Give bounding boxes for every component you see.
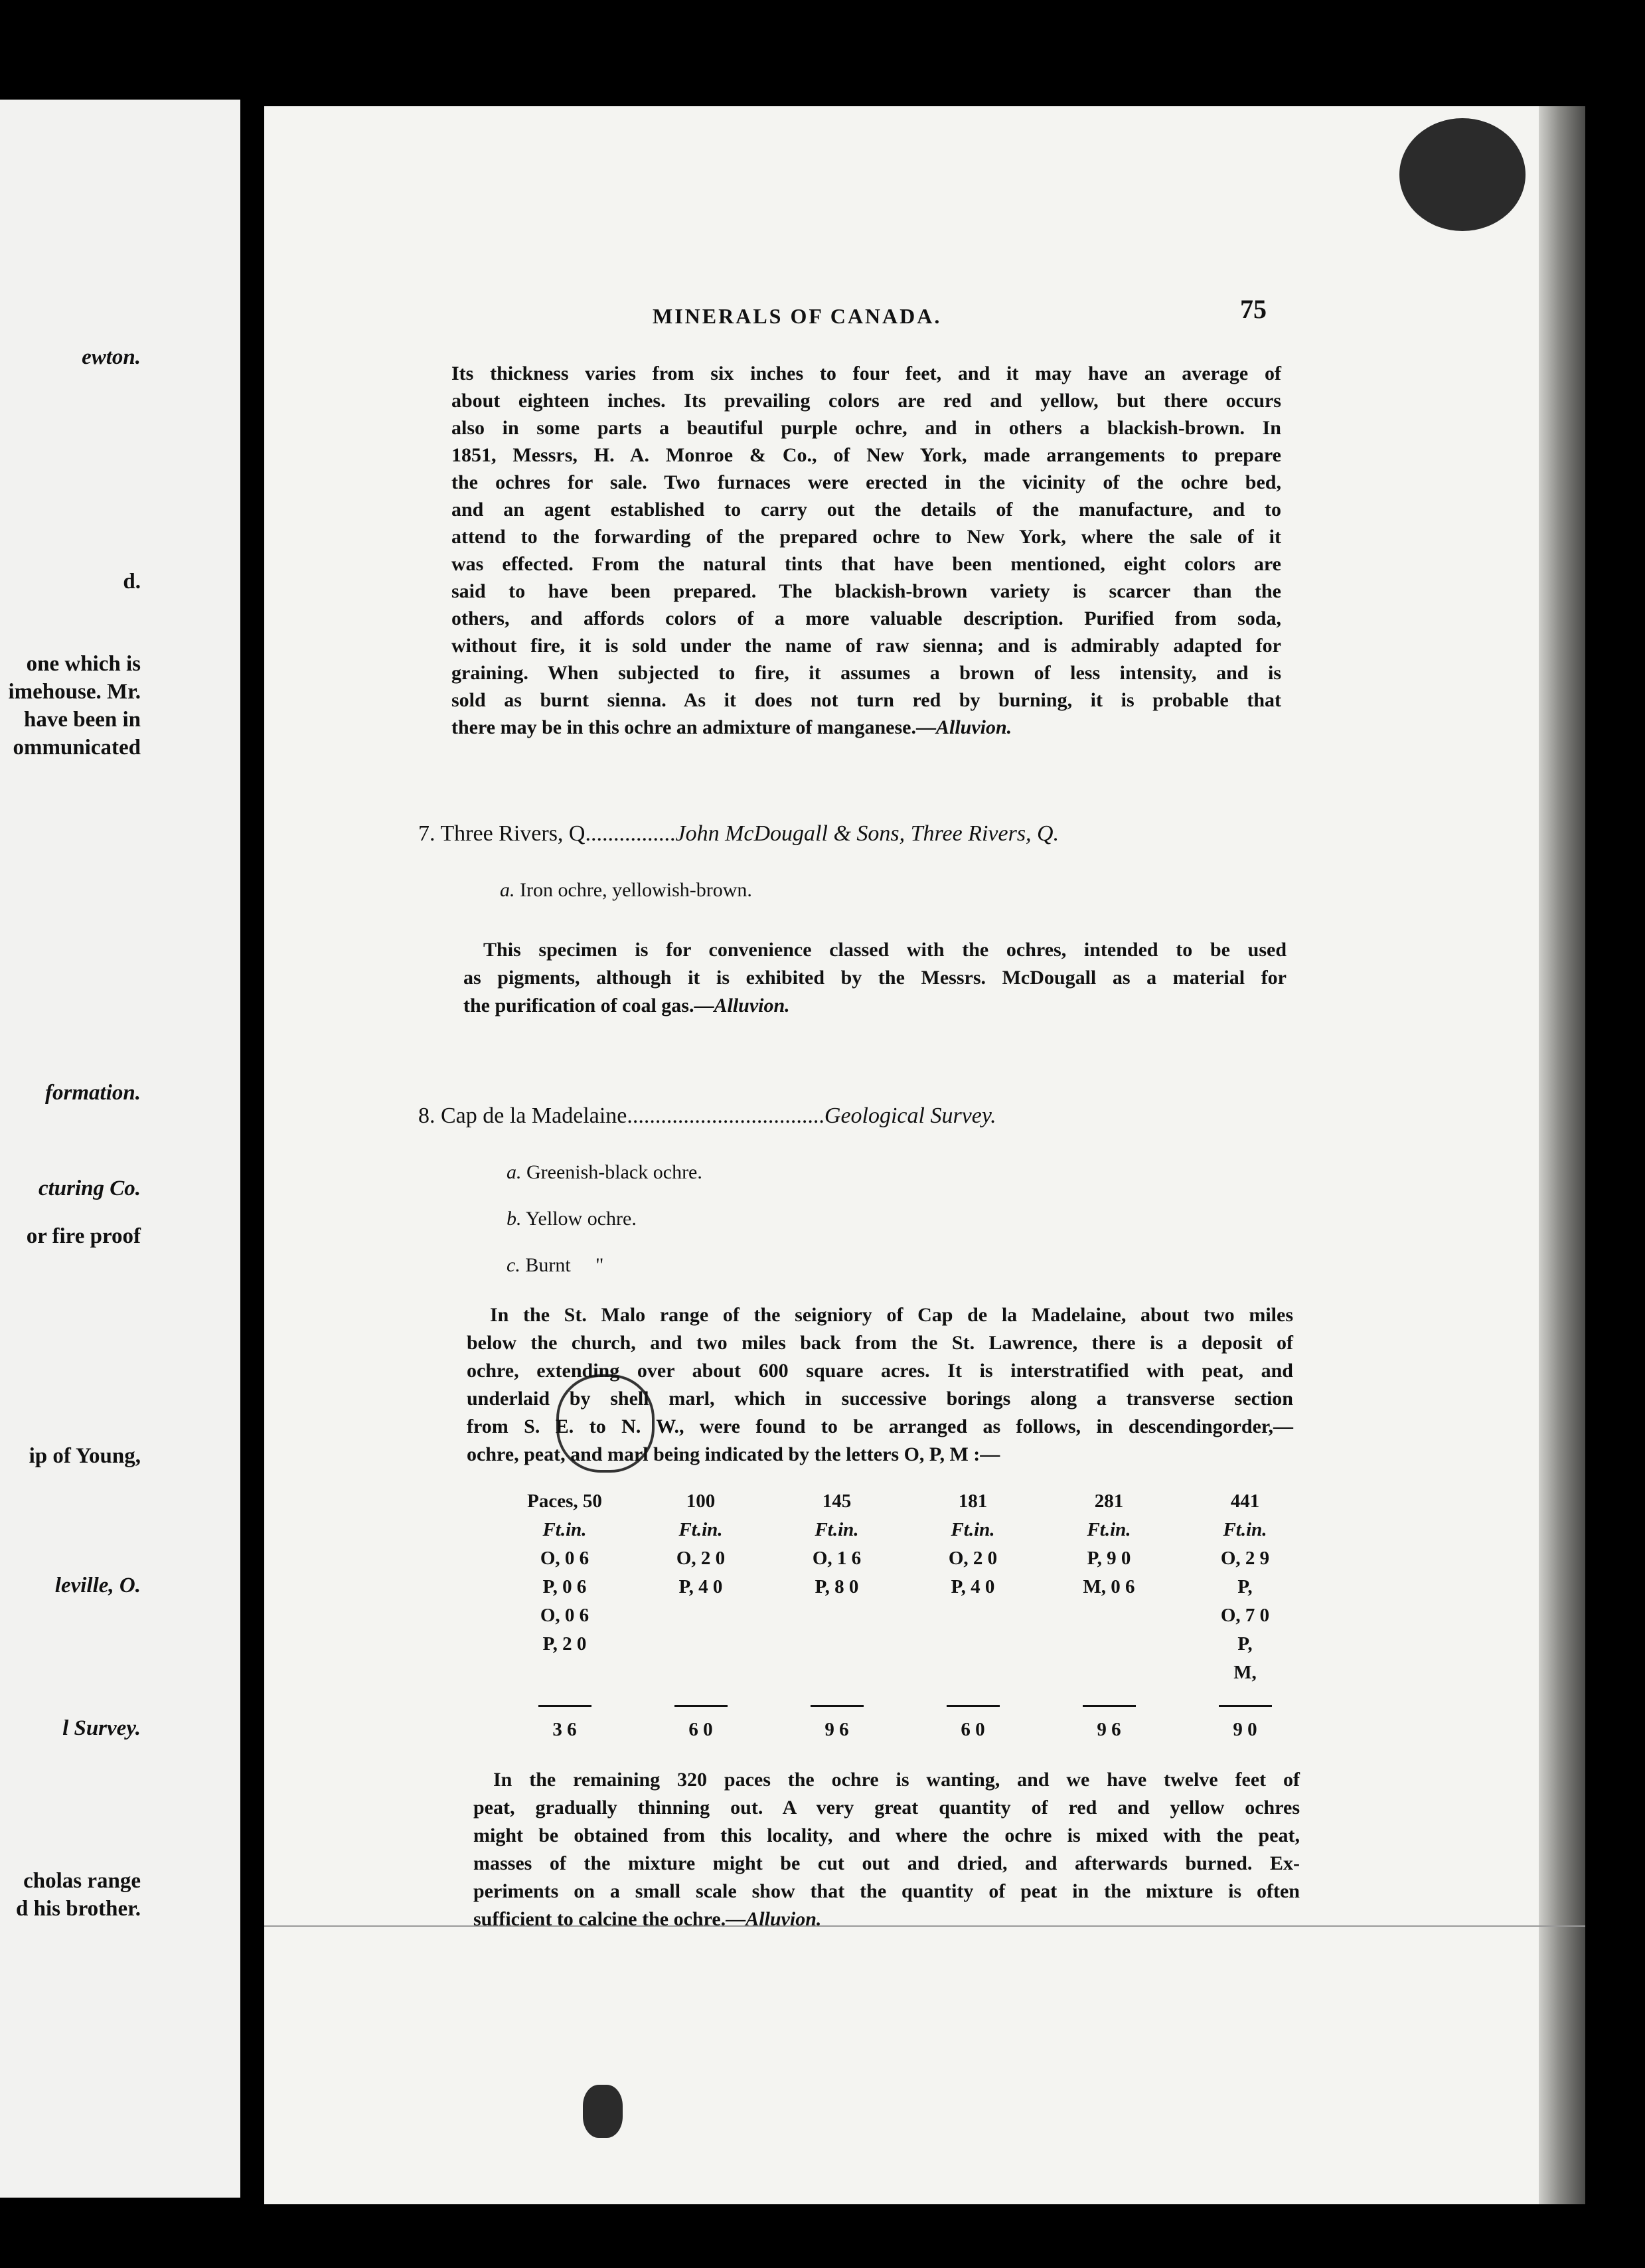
table-cell: O, 2 0 — [676, 1548, 726, 1569]
left-fragment: formation. — [45, 1081, 141, 1105]
sum-rule — [538, 1705, 591, 1707]
table-row — [497, 1544, 1313, 1573]
left-fragment: ommunicated — [13, 736, 141, 760]
left-fragment: or fire proof — [26, 1224, 141, 1248]
text-line: said to have been prepared. The blackish-brown variety is scarcer than the — [451, 580, 1281, 602]
left-fragment: cturing Co. — [38, 1176, 141, 1200]
table-cell — [1041, 1630, 1177, 1659]
table-cell — [769, 1630, 905, 1659]
total-cell: 3 6 — [552, 1719, 577, 1740]
table-header-row — [497, 1487, 1313, 1516]
table-cell — [1041, 1601, 1177, 1630]
table-cell: O, 2 0 — [948, 1548, 998, 1569]
text-line: masses of the mixture might be cut out and dried, and afterwards burned. Ex- — [473, 1852, 1300, 1874]
table-cell — [1041, 1659, 1177, 1687]
table-cell: P, 4 0 — [951, 1576, 995, 1597]
sum-rule — [1219, 1705, 1272, 1707]
table-row — [497, 1659, 1313, 1687]
text-line: might be obtained from this locality, and where the ochre is mixed with the peat, — [473, 1824, 1300, 1846]
text-line: In the St. Malo range of the seigniory of Cap de la Madelaine, about two miles — [490, 1304, 1293, 1326]
text-line: 1851, Messrs, H. A. Monroe & Co., of New York, made arrangements to prepare — [451, 444, 1281, 466]
entry-item — [507, 1159, 702, 1186]
fold-line — [264, 1925, 1585, 1927]
text-line: attend to the forwarding of the prepared ochre to New York, where the sale of it — [451, 526, 1281, 548]
unit-cell: Ft.in. — [678, 1519, 723, 1540]
text-line: ochre, extending over about 600 square acres. It is interstratified with peat, and — [467, 1360, 1293, 1382]
table-cell: O, 0 6 — [540, 1605, 589, 1626]
entry-exhibitor: John McDougall & Sons, Three Rivers, Q. — [675, 821, 1059, 846]
table-cell: O, 2 9 — [1220, 1548, 1270, 1569]
left-fragment: ewton. — [82, 345, 141, 369]
entry-item — [507, 1205, 637, 1233]
paces-cell: 281 — [1094, 1491, 1124, 1512]
table-cell — [769, 1659, 905, 1687]
item-text: Greenish-black ochre. — [526, 1161, 702, 1183]
paces-cell: 100 — [686, 1491, 716, 1512]
ink-stain-decoration — [583, 2085, 623, 2138]
text-line: sold as burnt sienna. As it does not turn red by burning, it is probable that — [451, 689, 1281, 711]
left-fragment: have been in — [23, 708, 141, 732]
total-cell: 9 6 — [824, 1719, 849, 1740]
text-line: Its thickness varies from six inches to four feet, and it may have an average of — [451, 363, 1281, 384]
unit-cell: Ft.in. — [1087, 1519, 1131, 1540]
sum-rule — [674, 1705, 728, 1707]
borings-table — [497, 1487, 1313, 1744]
table-cell — [633, 1630, 769, 1659]
table-cell — [905, 1659, 1041, 1687]
item-text: Iron ochre, yellowish-brown. — [520, 879, 752, 901]
entry-location: Cap de la Madelaine — [441, 1103, 627, 1128]
item-letter: a. — [500, 879, 515, 901]
left-fragment: cholas range — [23, 1869, 141, 1893]
entry-exhibitor: Geological Survey. — [824, 1103, 996, 1128]
table-row — [497, 1573, 1313, 1601]
text-line: periments on a small scale show that the quantity of peat in the mixture is often — [473, 1880, 1300, 1902]
unit-cell: Ft.in. — [951, 1519, 995, 1540]
table-rule-row — [497, 1687, 1313, 1716]
text-line: This specimen is for convenience classed with the ochres, intended to be used — [483, 939, 1287, 961]
table-unit-row — [497, 1516, 1313, 1544]
entry-item — [507, 1252, 603, 1279]
table-cell — [905, 1601, 1041, 1630]
text-line: and an agent established to carry out the details of the manufacture, and to — [451, 499, 1281, 521]
item-letter: c. — [507, 1254, 520, 1276]
left-fragment: ip of Young, — [29, 1444, 141, 1468]
text-run: sufficient to calcine the ochre.— — [473, 1908, 746, 1930]
text-line: underlaid by shell marl, which in successive borings along a transverse section — [467, 1388, 1293, 1410]
text-line: without fire, it is sold under the name of raw sienna; and is admirably adapted for — [451, 635, 1281, 657]
text-line — [473, 1905, 821, 1933]
entry-number: 7. — [418, 821, 435, 846]
unit-cell: Ft.in. — [542, 1519, 587, 1540]
sum-rule — [1083, 1705, 1136, 1707]
table-cell: P, 0 6 — [542, 1576, 587, 1597]
text-line: the ochres for sale. Two furnaces were erected in the vicinity of the ochre bed, — [451, 471, 1281, 493]
text-line: about eighteen inches. Its prevailing colors are red and yellow, but there occurs — [451, 390, 1281, 412]
text-line: ochre, peat, and marl being indicated by the letters O, P, M :— — [467, 1443, 1000, 1465]
source-citation: Alluvion. — [745, 1908, 822, 1930]
page-number: 75 — [1240, 294, 1267, 324]
text-line: also in some parts a beautiful purple ochre, and in others a blackish-brown. In — [451, 417, 1281, 439]
left-fragment: one which is — [26, 652, 141, 676]
text-line — [451, 714, 1012, 742]
right-page — [264, 106, 1585, 2204]
text-line: peat, gradually thinning out. A very great quantity of red and yellow ochres — [473, 1797, 1300, 1819]
text-line — [463, 992, 790, 1020]
table-row — [497, 1601, 1313, 1630]
text-line: from S. E. to N. W., were found to be arranged as follows, in descendingorder,— — [467, 1416, 1293, 1437]
table-cell: O, 1 6 — [812, 1548, 862, 1569]
item-text: Yellow ochre. — [525, 1208, 637, 1230]
table-cell: P, — [1237, 1576, 1253, 1597]
dot-leaders: ................................... — [627, 1103, 824, 1128]
page-edge — [1539, 106, 1585, 2204]
text-run: the purification of coal gas.— — [463, 995, 714, 1016]
left-fragment: imehouse. Mr. — [8, 680, 141, 704]
table-cell: O, 0 6 — [540, 1548, 589, 1569]
entry-location: Three Rivers, Q — [440, 821, 586, 846]
text-line: below the church, and two miles back from the St. Lawrence, there is a deposit of — [467, 1332, 1293, 1354]
table-cell: P, 8 0 — [815, 1576, 859, 1597]
entry-heading — [418, 1102, 996, 1130]
item-letter: b. — [507, 1208, 522, 1230]
total-cell: 9 0 — [1233, 1719, 1257, 1740]
item-text: Burnt " — [525, 1254, 604, 1276]
left-fragment: l Survey. — [62, 1716, 141, 1740]
item-letter: a. — [507, 1161, 522, 1183]
left-facing-page — [0, 100, 240, 2198]
total-cell: 9 6 — [1097, 1719, 1121, 1740]
table-cell: O, 7 0 — [1220, 1605, 1270, 1626]
left-fragment: d. — [123, 570, 141, 594]
text-line: In the remaining 320 paces the ochre is wanting, and we have twelve feet of — [493, 1769, 1300, 1791]
unit-cell: Ft.in. — [815, 1519, 859, 1540]
table-cell: P, 2 0 — [542, 1633, 587, 1655]
text-line: as pigments, although it is exhibited by the Messrs. McDougall as a material for — [463, 967, 1287, 989]
table-total-row — [497, 1716, 1313, 1744]
dot-leaders: ................ — [585, 821, 676, 846]
sum-rule — [947, 1705, 1000, 1707]
table-cell — [633, 1601, 769, 1630]
text-line: graining. When subjected to fire, it assumes a brown of less intensity, and is — [451, 662, 1281, 684]
source-citation: Alluvion. — [714, 995, 790, 1016]
total-cell: 6 0 — [688, 1719, 713, 1740]
table-cell — [497, 1659, 633, 1687]
text-run: there may be in this ochre an admixture of manganese.— — [451, 716, 936, 738]
ink-stain-decoration — [1399, 118, 1526, 231]
paces-cell: 145 — [822, 1491, 852, 1512]
paces-cell: 181 — [958, 1491, 988, 1512]
unit-cell: Ft.in. — [1223, 1519, 1267, 1540]
table-cell — [769, 1601, 905, 1630]
table-cell: P, 4 0 — [678, 1576, 723, 1597]
entry-number: 8. — [418, 1103, 435, 1128]
source-citation: Alluvion. — [935, 716, 1012, 738]
table-cell: M, — [1233, 1662, 1257, 1683]
table-cell — [633, 1659, 769, 1687]
table-cell: M, 0 6 — [1083, 1576, 1135, 1597]
table-cell — [905, 1630, 1041, 1659]
table-row — [497, 1630, 1313, 1659]
running-header: MINERALS OF CANADA. — [653, 304, 942, 328]
paces-cell: Paces, 50 — [527, 1491, 602, 1512]
paces-cell: 441 — [1230, 1491, 1260, 1512]
entry-item — [500, 876, 752, 904]
table-cell: P, 9 0 — [1087, 1548, 1131, 1569]
left-fragment: d his brother. — [16, 1897, 141, 1921]
left-fragment: leville, O. — [54, 1574, 141, 1597]
entry-heading — [418, 820, 1059, 848]
text-line: was effected. From the natural tints that have been mentioned, eight colors are — [451, 553, 1281, 575]
total-cell: 6 0 — [961, 1719, 985, 1740]
table-cell: P, — [1237, 1633, 1253, 1655]
text-line: others, and affords colors of a more valuable description. Purified from soda, — [451, 608, 1281, 629]
sum-rule — [811, 1705, 864, 1707]
